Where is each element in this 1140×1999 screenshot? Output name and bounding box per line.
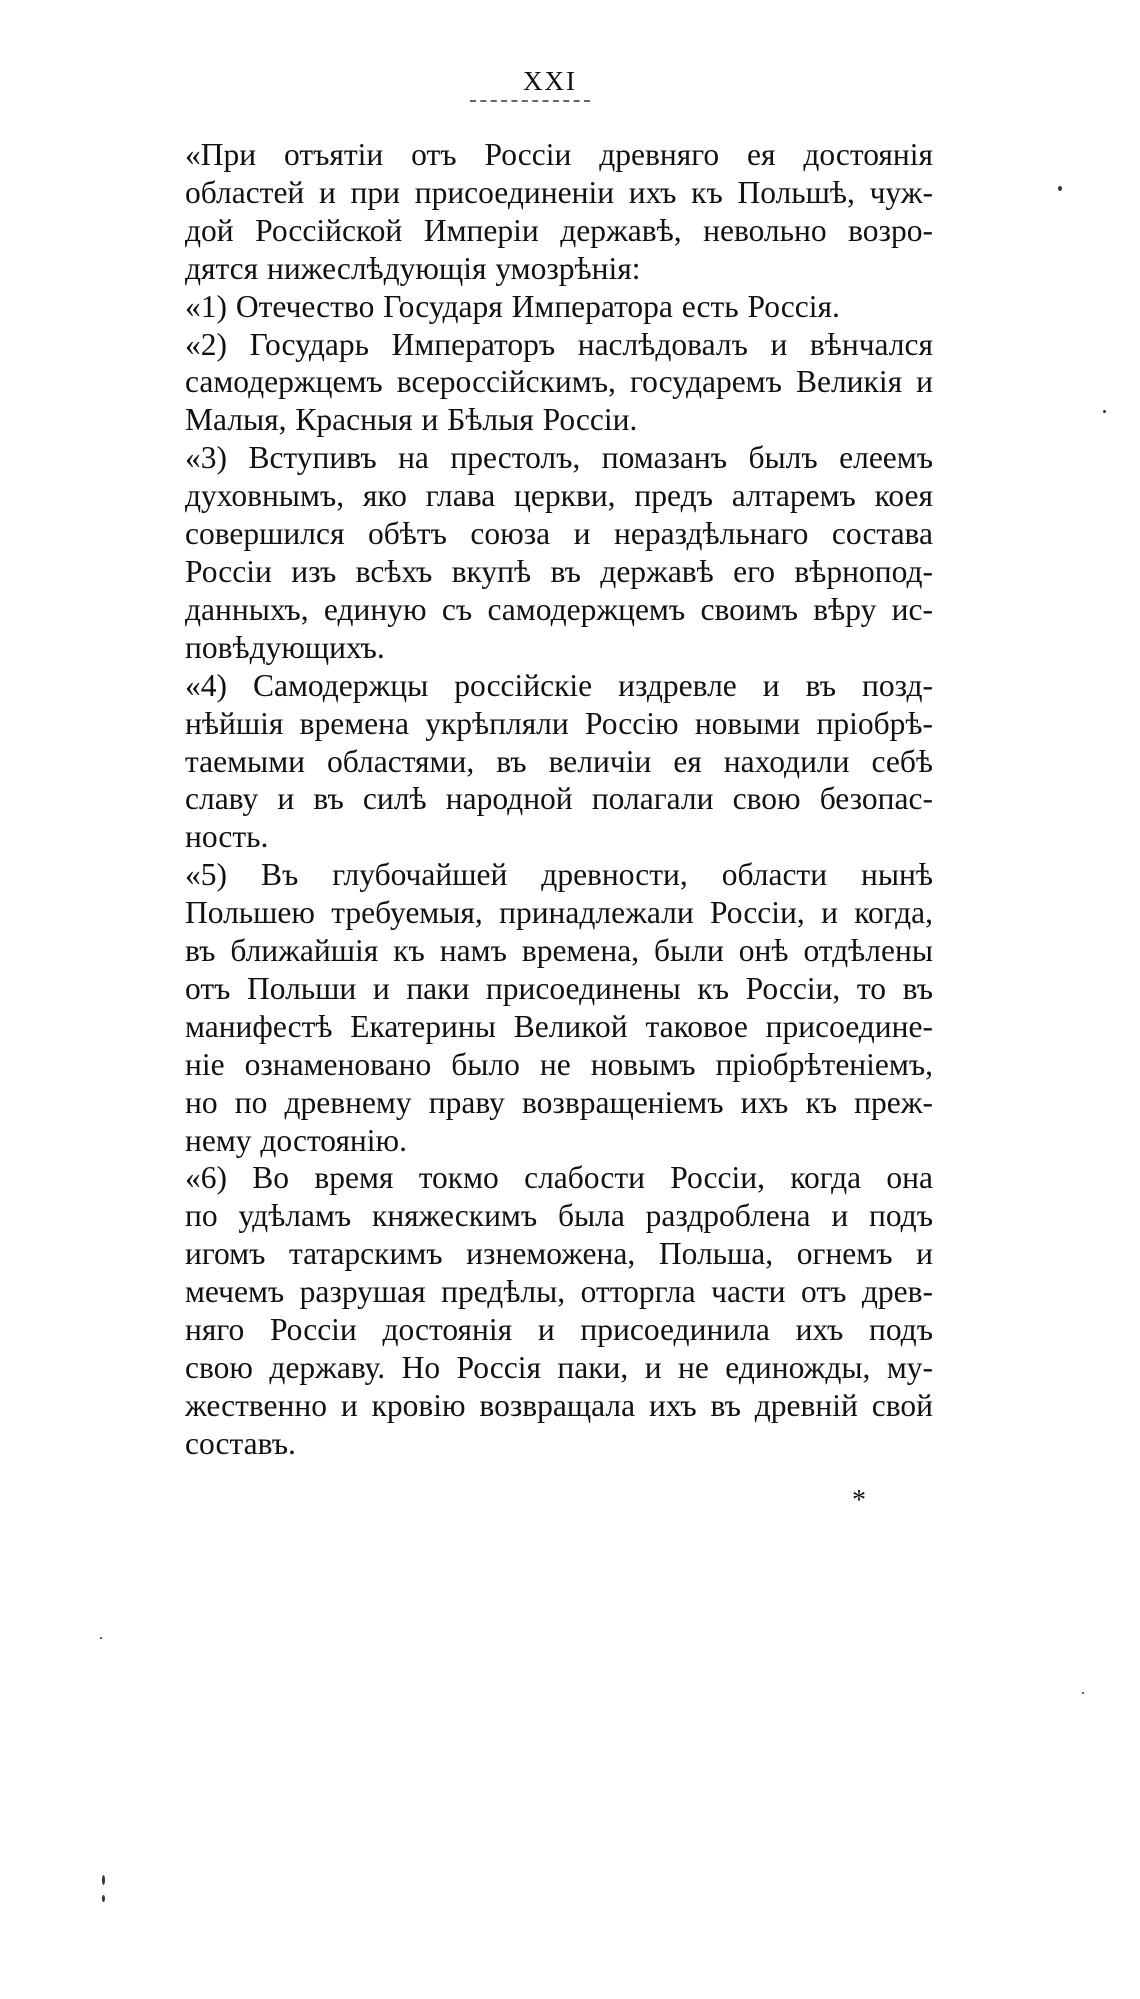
text-line: въ ближайшія къ намъ времена, были онѣ отдѣлены <box>185 933 933 969</box>
paragraph <box>133 667 933 857</box>
text-line: няго Россіи достоянія и присоединила ихъ подъ <box>185 1312 933 1348</box>
text-line: свою державу. Но Россія паки, и не единожды, му- <box>185 1350 933 1385</box>
paragraph <box>133 1159 933 1462</box>
text-line: «2) Государь Императоръ наслѣдовалъ и вѣнчался <box>185 326 933 362</box>
scan-speck <box>1058 186 1062 191</box>
text-line: самодержцемъ всероссійскимъ, государемъ Великія и <box>185 364 933 400</box>
paragraph <box>133 439 933 666</box>
text-line: ніе ознаменовано было не новымъ пріобрѣтеніемъ, <box>185 1046 933 1082</box>
text-line: мечемъ разрушая предѣлы, отторгла части отъ древ- <box>185 1274 933 1310</box>
text-line: «3) Вступивъ на престолъ, помазанъ былъ елеемъ <box>185 440 933 476</box>
text-line: дой Россійской Имперіи державѣ, невольно возро- <box>185 212 933 248</box>
text-line: составъ. <box>185 1425 296 1461</box>
text-line: духовнымъ, яко глава церкви, предъ алтаремъ коея <box>185 478 933 514</box>
scan-speck <box>102 1895 105 1902</box>
text-line: жественно и кровію возвращала ихъ въ древній свой <box>185 1387 933 1423</box>
text-line: по удѣламъ княжескимъ была раздроблена и подъ <box>185 1198 933 1234</box>
text-line: Малыя, Красныя и Бѣлыя Россіи. <box>185 402 638 438</box>
text-line: «4) Самодержцы россійскіе издревле и въ позд- <box>185 667 933 703</box>
scan-speck <box>102 1875 105 1885</box>
text-line: «5) Въ глубочайшей древности, области нынѣ <box>185 857 933 893</box>
page-number: XXI <box>523 66 577 96</box>
text-line: отъ Польши и паки присоединены къ Россіи, то въ <box>185 970 933 1006</box>
text-line: но по древнему праву возвращеніемъ ихъ къ преж- <box>185 1084 933 1120</box>
text-line: славу и въ силѣ народной полагали свою безопас- <box>185 781 933 817</box>
text-line: областей и при присоединеніи ихъ къ Польшѣ, чуж- <box>185 174 933 210</box>
header-rule <box>470 100 590 102</box>
text-line: «При отъятіи отъ Россіи древняго ея достоянія <box>185 137 933 172</box>
text-line: данныхъ, единую съ самодержцемъ своимъ вѣру ис- <box>185 591 933 627</box>
paragraph <box>133 326 933 440</box>
text-line: повѣдующихъ. <box>185 629 385 665</box>
text-line: дятся нижеслѣдующія умозрѣнія: <box>185 250 641 286</box>
text-line: таемыми областями, въ величіи ея находили себѣ <box>185 743 933 779</box>
text-line: «6) Во время токмо слабости Россіи, когда она <box>185 1160 933 1196</box>
text-line: «1) Отечество Государя Императора есть Россія. <box>185 288 840 324</box>
scan-speck <box>1082 1692 1084 1694</box>
text-line: ность. <box>185 819 269 855</box>
paragraph <box>133 136 933 288</box>
text-line: нему достоянію. <box>185 1122 407 1158</box>
scan-speck <box>100 1637 102 1639</box>
section-end-asterisk: * <box>852 1485 866 1516</box>
text-line: манифестѣ Екатерины Великой таковое присоедине- <box>185 1008 933 1044</box>
paragraph <box>133 856 933 1159</box>
body-text <box>133 136 933 1463</box>
text-line: игомъ татарскимъ изнеможена, Польша, огнемъ и <box>185 1236 933 1272</box>
text-line: Польшею требуемыя, принадлежали Россіи, и когда, <box>185 895 933 931</box>
paragraph <box>133 288 933 326</box>
text-line: Россіи изъ всѣхъ вкупѣ въ державѣ его вѣрнопод- <box>185 553 933 589</box>
text-line: совершился обѣтъ союза и нераздѣльнаго состава <box>185 516 933 552</box>
scan-speck <box>1103 410 1106 413</box>
text-line: нѣйшія времена укрѣпляли Россію новыми пріобрѣ- <box>185 705 933 741</box>
